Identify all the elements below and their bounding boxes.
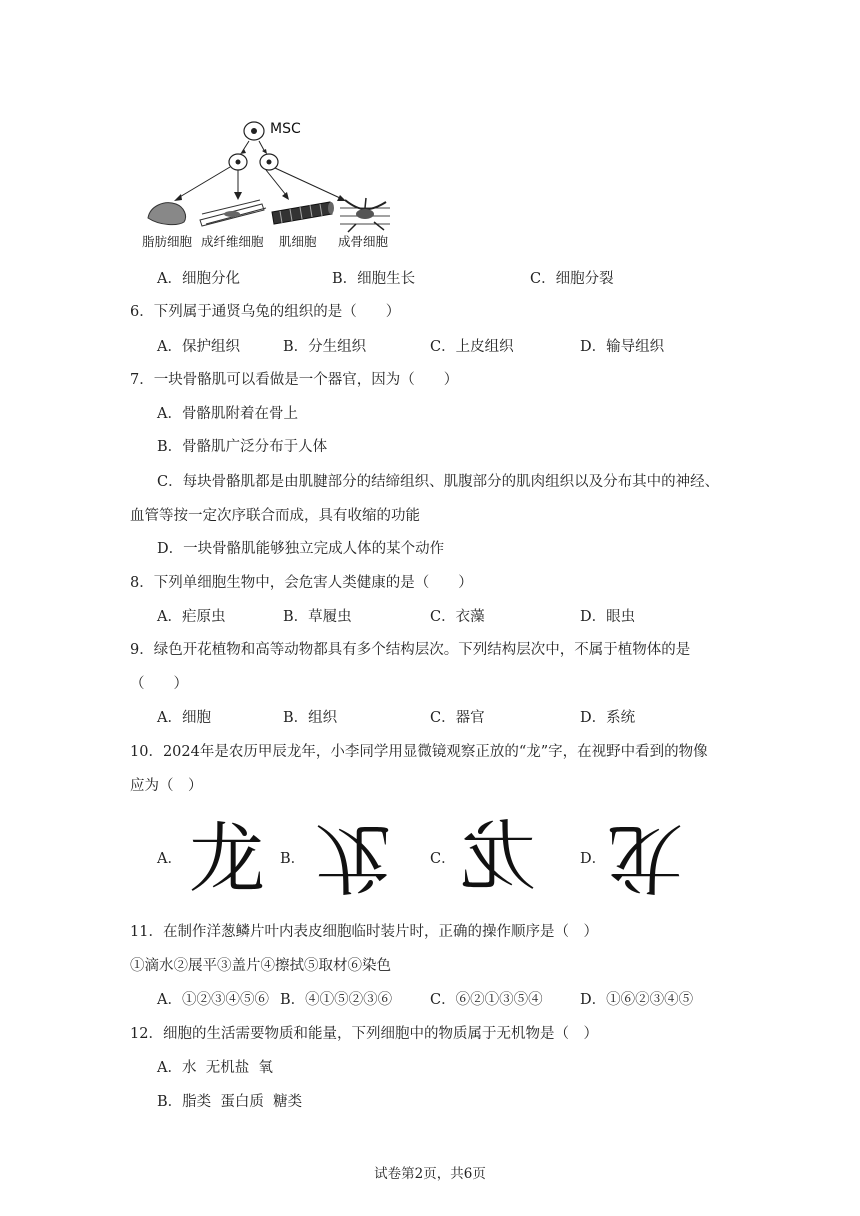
q10-option-d-glyph: 龙: [607, 813, 683, 902]
q8-stem: 8．下列单细胞生物中，会危害人类健康的是（ ）: [130, 575, 473, 591]
bone-cell-icon: [340, 198, 390, 232]
q8-option-d: D．眼虫: [580, 609, 636, 625]
q7-option-d: D．一块骨骼肌能够独立完成人体的某个动作: [157, 541, 445, 557]
q9-option-a: A．细胞: [157, 710, 211, 726]
q10-option-b-label: B．: [280, 851, 306, 867]
q6-option-d: D．输导组织: [580, 339, 665, 355]
q5-option-c: C．细胞分裂: [530, 271, 614, 287]
q8-option-b: B．草履虫: [283, 609, 352, 625]
muscle-cell-icon: [272, 202, 334, 224]
page-footer: 试卷第2页，共6页: [374, 1166, 486, 1182]
q7-stem: 7．一块骨骼肌可以看做是一个器官，因为（ ）: [130, 372, 459, 388]
q6-option-c: C．上皮组织: [430, 339, 514, 355]
q7-option-c-cont: 血管等按一定次序联合而成，具有收缩的功能: [130, 508, 420, 524]
q8-option-a: A．疟原虫: [157, 609, 226, 625]
q10-stem: 10．2024年是农历甲辰龙年，小李同学用显微镜观察正放的“龙”字，在视野中看到的物像: [130, 744, 708, 760]
q8-option-c: C．衣藻: [430, 609, 485, 625]
fat-cell-icon: [148, 203, 186, 225]
q10-option-c-label: C．: [430, 851, 456, 867]
q10-option-a-glyph: 龙: [189, 814, 265, 903]
fibroblast-label: 成纤维细胞: [201, 234, 264, 249]
q6-option-b: B．分生组织: [283, 339, 367, 355]
q12-option-a: A．水 无机盐 氧: [157, 1060, 273, 1076]
q12-option-b: B．脂类 蛋白质 糖类: [157, 1094, 303, 1110]
q9-option-b: B．组织: [283, 710, 338, 726]
msc-diagram: [140, 112, 400, 252]
q11-stem: 11．在制作洋葱鳞片叶内表皮细胞临时装片时，正确的操作顺序是（ ）: [130, 924, 598, 940]
muscle-cell-label: 肌细胞: [279, 234, 317, 249]
q10-stem-cont: 应为（ ）: [130, 778, 203, 794]
q11-option-b: B．④①⑤②③⑥: [280, 992, 393, 1008]
q10-option-d-label: D．: [580, 851, 607, 867]
msc-label: MSC: [270, 121, 301, 137]
q6-option-a: A．保护组织: [157, 339, 240, 355]
q9-stem-cont: （ ）: [130, 676, 188, 692]
q10-option-a-label: A．: [157, 851, 182, 867]
q11-option-c: C．⑥②①③⑤④: [430, 992, 543, 1008]
q11-option-a: A．①②③④⑤⑥: [157, 992, 269, 1008]
q7-option-a: A．骨骼肌附着在骨上: [157, 406, 298, 422]
q7-option-c: C．每块骨骼肌都是由肌腱部分的结缔组织、肌腹部分的肌肉组织以及分布其中的神经、: [157, 474, 720, 490]
q6-stem: 6．下列属于通贤乌兔的组织的是（ ）: [130, 304, 401, 320]
q10-option-c-glyph: 龙: [460, 812, 536, 901]
q5-option-b: B．细胞生长: [332, 271, 416, 287]
fat-cell-label: 脂肪细胞: [142, 234, 193, 249]
q5-option-a: A．细胞分化: [157, 271, 240, 287]
q11-option-d: D．①⑥②③④⑤: [580, 992, 694, 1008]
q10-option-b-glyph: 龙: [315, 813, 391, 902]
fibroblast-icon: [200, 200, 266, 226]
q9-stem: 9．绿色开花植物和高等动物都具有多个结构层次。下列结构层次中，不属于植物体的是: [130, 642, 691, 658]
q9-option-d: D．系统: [580, 710, 636, 726]
q9-option-c: C．器官: [430, 710, 485, 726]
q12-stem: 12．细胞的生活需要物质和能量，下列细胞中的物质属于无机物是（ ）: [130, 1026, 598, 1042]
q11-steps: ①滴水②展平③盖片④擦拭⑤取材⑥染色: [130, 958, 391, 974]
q7-option-b: B．骨骼肌广泛分布于人体: [157, 439, 328, 455]
bone-cell-label: 成骨细胞: [338, 234, 389, 249]
